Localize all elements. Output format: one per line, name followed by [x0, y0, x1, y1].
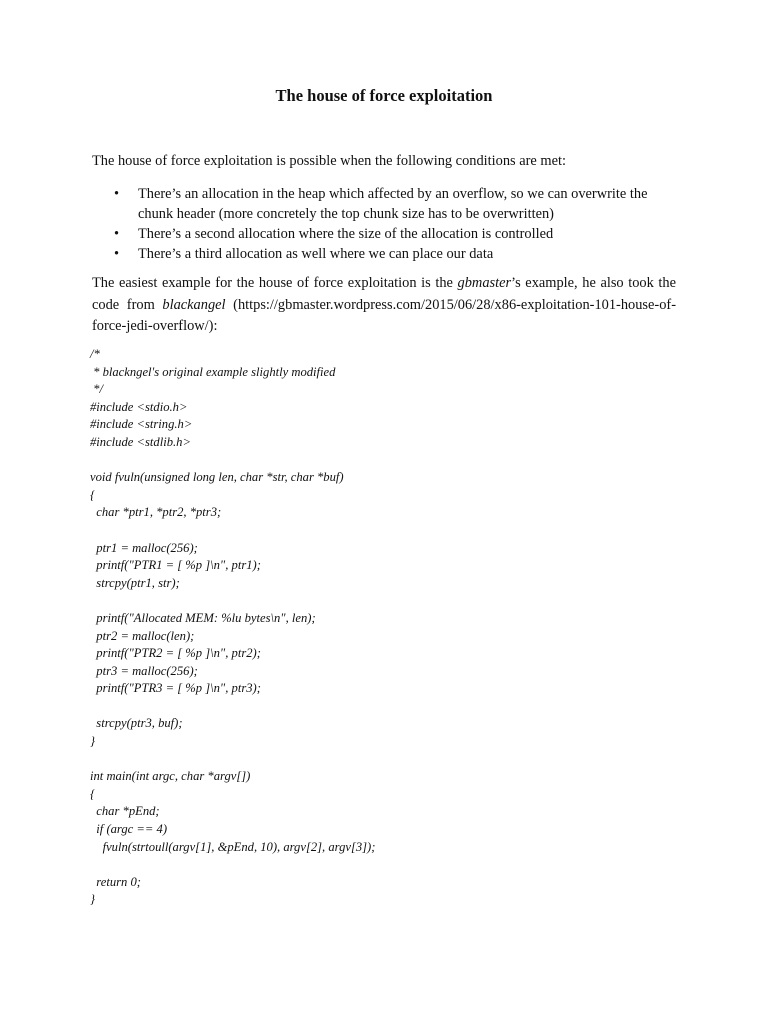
list-item-text: There’s an allocation in the heap which affected by an overflow, so we can overwrite the chunk header (more concretely the top chunk size has to be overwritten) [138, 186, 648, 222]
bullet-icon: • [114, 246, 120, 262]
list-item [92, 244, 682, 264]
paragraph-text: ’s example, he also took the code from [92, 275, 676, 313]
blackangel-name: blackangel [162, 296, 226, 313]
code-line: ptr1 = malloc(256); [90, 540, 198, 555]
code-line: */ [90, 382, 103, 397]
code-line [90, 522, 690, 540]
code-line: char *ptr1, *ptr2, *ptr3; [90, 505, 222, 520]
code-line: ptr3 = malloc(256); [90, 663, 198, 678]
code-line [90, 452, 690, 470]
intro-paragraph: The house of force exploitation is possible when the following conditions are met: [92, 153, 566, 169]
document-title: The house of force exploitation [275, 86, 493, 105]
code-line: printf("PTR1 = [ %p ]\n", ptr1); [90, 558, 261, 573]
code-line: strcpy(ptr1, str); [90, 575, 180, 590]
code-line: ptr2 = malloc(len); [90, 628, 195, 643]
code-line [90, 856, 690, 874]
source-url: (https://gbmaster.wordpress.com/2015/06/28/x86-exploitation-101-house-of-force-jedi-overflow/): [92, 296, 676, 334]
code-line: fvuln(strtoull(argv[1], &pEnd, 10), argv[2], argv[3]); [90, 839, 376, 854]
code-line: return 0; [90, 874, 141, 889]
code-line: #include <stdlib.h> [90, 434, 191, 449]
code-line: printf("Allocated MEM: %lu bytes\n", len); [90, 610, 316, 625]
code-line [90, 751, 690, 769]
code-line: } [90, 734, 96, 749]
code-line: #include <string.h> [90, 417, 193, 432]
list-item-text: There’s a second allocation where the size of the allocation is controlled [138, 226, 554, 242]
code-line: printf("PTR3 = [ %p ]\n", ptr3); [90, 681, 261, 696]
code-line: if (argc == 4) [90, 822, 168, 837]
bullet-icon: • [114, 226, 120, 242]
code-line: } [90, 892, 96, 907]
code-line: #include <stdio.h> [90, 399, 188, 414]
gbmaster-name: gbmaster [457, 275, 512, 291]
list-item [92, 184, 682, 224]
code-listing [90, 346, 690, 909]
code-line: int main(int argc, char *argv[]) [90, 769, 251, 784]
code-line: * blackngel's original example slightly modified [90, 364, 336, 379]
code-line: /* [90, 347, 100, 361]
code-line: { [90, 487, 96, 502]
code-line [90, 698, 690, 716]
code-line: void fvuln(unsigned long len, char *str, char *buf) [90, 470, 344, 485]
code-line: printf("PTR2 = [ %p ]\n", ptr2); [90, 646, 261, 661]
code-line: char *pEnd; [90, 804, 160, 819]
code-line [90, 592, 690, 610]
paragraph-text: The easiest example for the house of force exploitation is the [92, 275, 458, 291]
list-item [92, 224, 682, 244]
conditions-list [92, 184, 682, 264]
code-line: { [90, 786, 96, 801]
list-item-text: There’s a third allocation as well where we can place our data [138, 246, 494, 262]
code-line: strcpy(ptr3, buf); [90, 716, 183, 731]
bullet-icon: • [114, 186, 120, 202]
example-paragraph [92, 273, 676, 338]
